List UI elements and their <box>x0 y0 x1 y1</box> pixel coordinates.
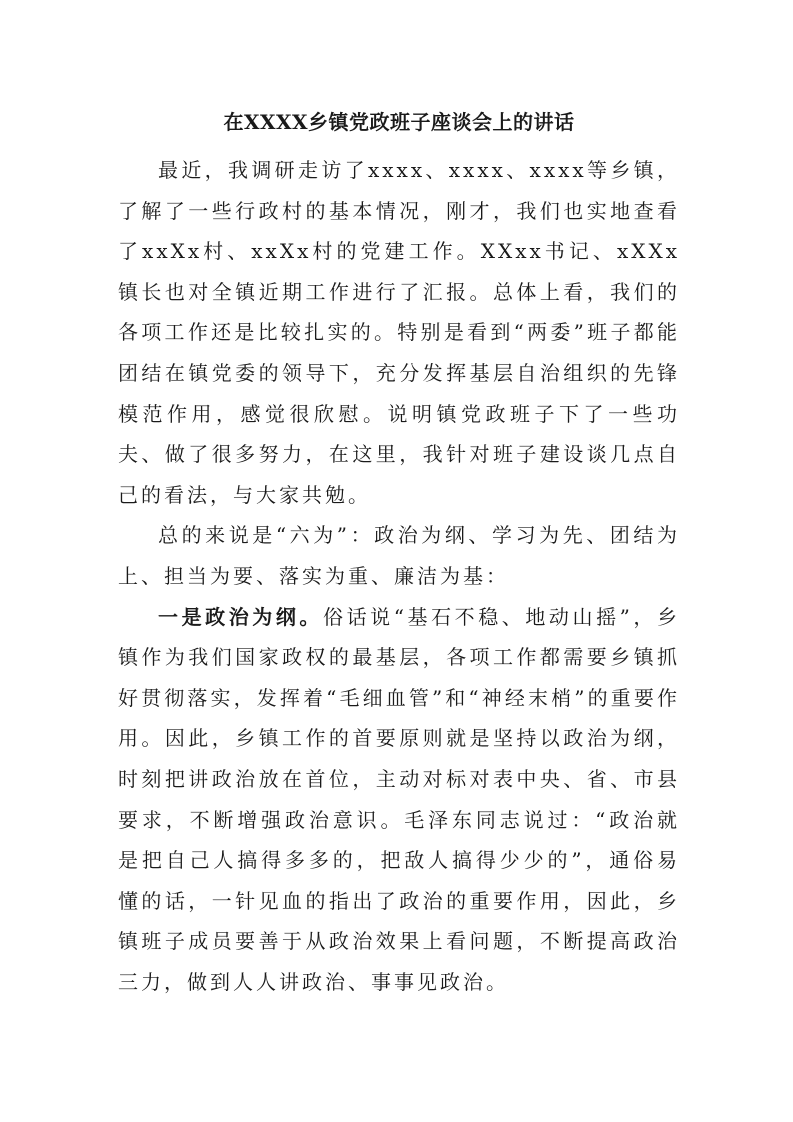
paragraph-summary-text: 总的来说是“六为”：政治为纲、学习为先、团结为上、担当为要、落实为重、廉洁为基： <box>118 523 680 588</box>
document-page <box>118 98 680 1002</box>
paragraph-point-one-text: 俗话说“基石不稳、地动山摇”，乡镇作为我们国家政权的最基层，各项工作都需要乡镇抓好贯彻落实，发挥着“毛细血管”和“神经末梢”的重要作用。因此，乡镇工作的首要原则就是坚持以政治为纲，时刻把讲政治放在首位，主动对标对表中央、省、市县要求，不断增强政治意识。毛泽东同志说过：“政治就是把自己人搞得多多的，把敌人搞得少少的”，通俗易懂的话，一针见血的指出了政治的重要作用，因此，乡镇班子成员要善于从政治效果上看问题，不断提高政治三力，做到人人讲政治、事事见政治。 <box>118 604 681 994</box>
paragraph-point-one-lead: 一是政治为纲。 <box>158 604 323 629</box>
paragraph-intro <box>118 150 680 515</box>
paragraph-intro-text: 最近，我调研走访了xxxx、xxxx、xxxx等乡镇，了解了一些行政村的基本情况，刚才，我们也实地查看了xxXx村、xxXx村的党建工作。XXxx书记、xXXx镇长也对全镇近期工作进行了汇报。总体上看，我们的各项工作还是比较扎实的。特别是看到“两委”班子都能团结在镇党委的领导下，充分发挥基层自治组织的先锋模范作用，感觉很欣慰。说明镇党政班子下了一些功夫、做了很多努力，在这里，我针对班子建设谈几点自己的看法，与大家共勉。 <box>118 158 680 507</box>
paragraph-point-one <box>118 597 680 1003</box>
paragraph-summary <box>118 515 680 596</box>
document-title: 在XXXX乡镇党政班子座谈会上的讲话 <box>223 110 575 134</box>
